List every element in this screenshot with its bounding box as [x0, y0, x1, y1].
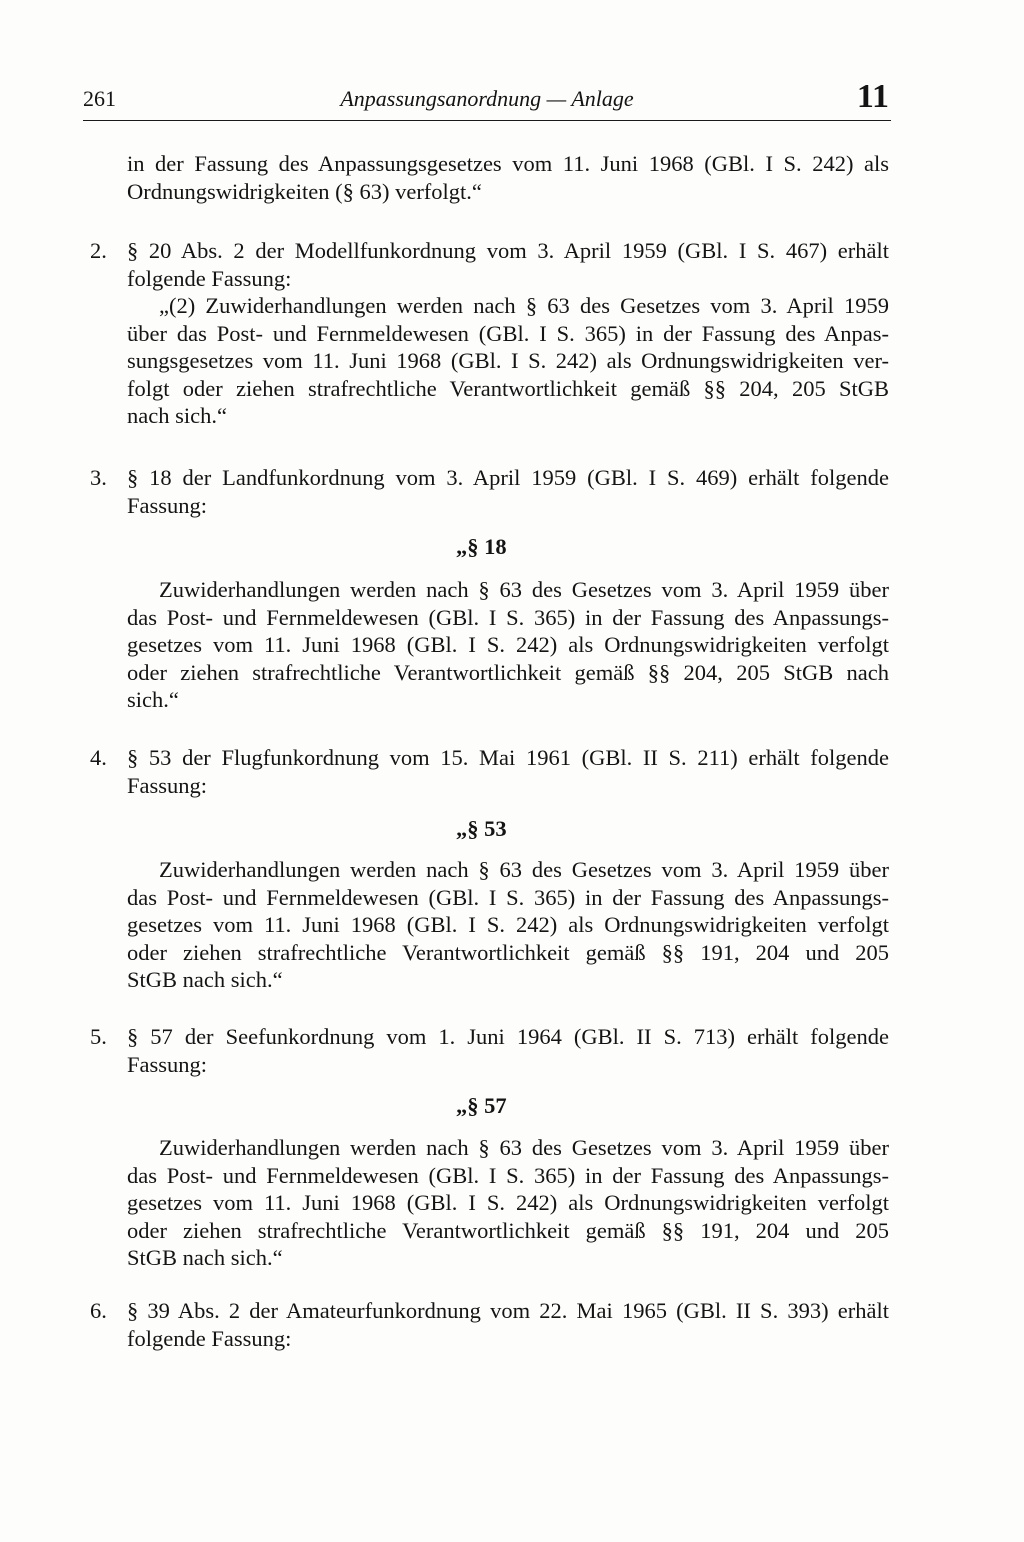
text-line: § 18 der Landfunkordnung vom 3. April 1959 (GBl. I S. 469) erhält folgende: [127, 465, 889, 490]
text-line: folgende Fassung:: [127, 1325, 292, 1351]
text-line: gesetzes vom 11. Juni 1968 (GBl. I S. 242) als Ordnungswidrigkeiten verfolgt: [127, 632, 889, 657]
text-line: Zuwiderhandlungen werden nach § 63 des Gesetzes vom 3. April 1959 über: [159, 857, 889, 882]
header-rule: [83, 120, 891, 121]
text-line: „(2) Zuwiderhandlungen werden nach § 63 des Gesetzes vom 3. April 1959: [159, 293, 889, 318]
item-2-lead: [127, 237, 889, 292]
text-line: Fassung:: [127, 1051, 208, 1077]
text-line: gesetzes vom 11. Juni 1968 (GBl. I S. 242) als Ordnungswidrigkeiten verfolgt: [127, 1190, 889, 1215]
text-line: oder ziehen strafrechtliche Verantwortlichkeit gemäß §§ 191, 204 und 205: [127, 1217, 889, 1243]
item-4-quote: [127, 856, 889, 994]
item-number: 5.: [90, 1024, 107, 1049]
text-line: § 20 Abs. 2 der Modellfunkordnung vom 3. April 1959 (GBl. I S. 467) erhält: [127, 238, 889, 263]
text-line: StGB nach sich.“: [127, 1245, 283, 1270]
item-5-quote: [127, 1134, 889, 1272]
text-line: über das Post- und Fernmeldewesen (GBl. I S. 365) in der Fassung des Anpas-: [127, 320, 889, 346]
text-line: § 53 der Flugfunkordnung vom 15. Mai 1961 (GBl. II S. 211) erhält folgende: [127, 745, 889, 770]
text-line: Fassung:: [127, 492, 208, 518]
text-line: Zuwiderhandlungen werden nach § 63 des Gesetzes vom 3. April 1959 über: [159, 577, 889, 602]
text-line: § 57 der Seefunkordnung vom 1. Juni 1964 (GBl. II S. 713) erhält folgende: [127, 1024, 889, 1049]
text-line: nach sich.“: [127, 403, 227, 428]
text-line: § 39 Abs. 2 der Amateurfunkordnung vom 22. Mai 1965 (GBl. II S. 393) erhält: [127, 1298, 889, 1323]
item-4-lead: [127, 744, 889, 799]
text-line: oder ziehen strafrechtliche Verantwortlichkeit gemäß §§ 191, 204 und 205: [127, 939, 889, 965]
section-number: 11: [856, 78, 889, 115]
item-number: 6.: [90, 1298, 107, 1323]
item-5-lead: [127, 1023, 889, 1078]
item-number: 2.: [90, 238, 107, 263]
section-heading: „§ 57: [456, 1093, 507, 1118]
text-line: sungsgesetzes vom 11. Juni 1968 (GBl. I S. 242) als Ordnungswidrigkeiten ver-: [127, 348, 889, 373]
text-line: oder ziehen strafrechtliche Verantwortlichkeit gemäß §§ 204, 205 StGB nach: [127, 659, 889, 685]
section-heading: „§ 53: [456, 816, 507, 841]
page-number: 261: [83, 86, 116, 111]
text-line: gesetzes vom 11. Juni 1968 (GBl. I S. 242) als Ordnungswidrigkeiten verfolgt: [127, 912, 889, 937]
text-line: Fassung:: [127, 772, 208, 798]
item-number: 3.: [90, 465, 107, 490]
text-line: folgende Fassung:: [127, 265, 292, 291]
section-heading: „§ 18: [456, 534, 507, 559]
intro-paragraph: [127, 150, 889, 205]
text-line: das Post- und Fernmeldewesen (GBl. I S. 365) in der Fassung des Anpassungs-: [127, 1162, 889, 1188]
text-line: das Post- und Fernmeldewesen (GBl. I S. 365) in der Fassung des Anpassungs-: [127, 604, 889, 630]
item-number: 4.: [90, 745, 107, 770]
text-line: Ordnungswidrigkeiten (§ 63) verfolgt.“: [127, 178, 482, 204]
item-6-lead: [127, 1297, 889, 1352]
running-title: Anpassungsanordnung — Anlage: [340, 86, 634, 111]
text-line: folgt oder ziehen strafrechtliche Verantwortlichkeit gemäß §§ 204, 205 StGB: [127, 375, 889, 401]
text-line: das Post- und Fernmeldewesen (GBl. I S. 365) in der Fassung des Anpassungs-: [127, 884, 889, 910]
text-line: in der Fassung des Anpassungsgesetzes vom 11. Juni 1968 (GBl. I S. 242) als: [127, 151, 889, 176]
item-3-lead: [127, 464, 889, 519]
item-3-quote: [127, 576, 889, 714]
text-line: StGB nach sich.“: [127, 967, 283, 992]
item-2-quote: [127, 292, 889, 430]
text-line: Zuwiderhandlungen werden nach § 63 des Gesetzes vom 3. April 1959 über: [159, 1135, 889, 1160]
text-line: sich.“: [127, 687, 179, 712]
running-header: [83, 78, 891, 122]
